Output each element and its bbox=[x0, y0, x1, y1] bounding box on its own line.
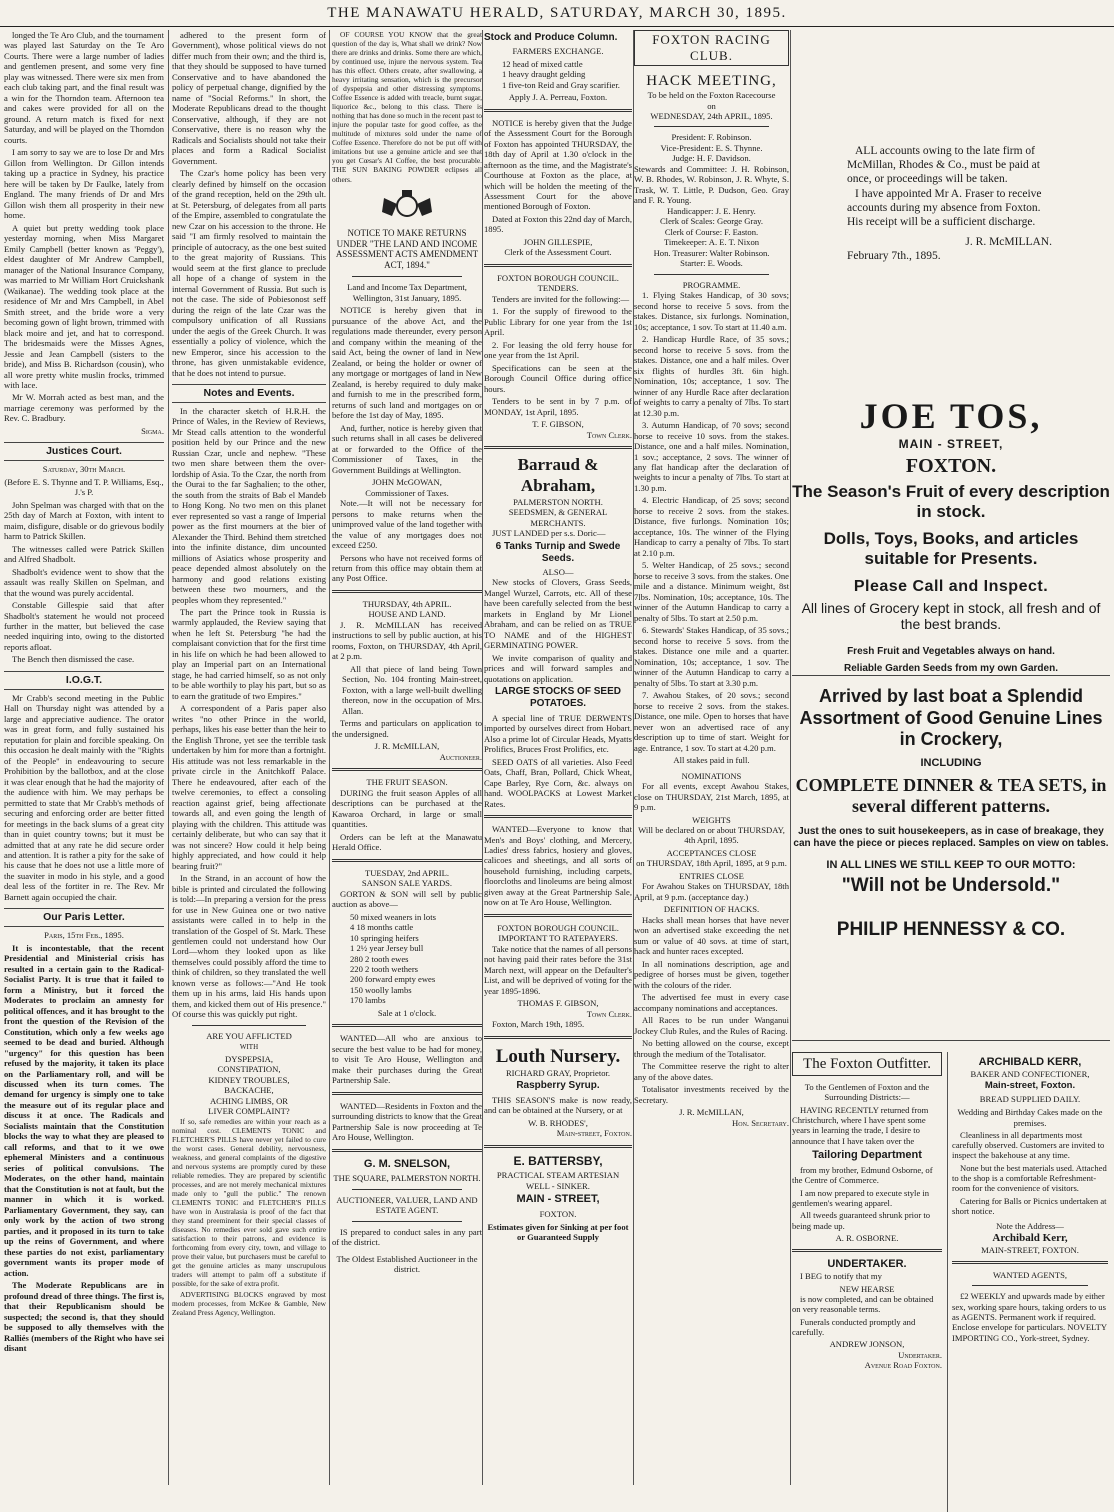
divider bbox=[352, 1189, 462, 1190]
ad-heading: Archibald Kerr, bbox=[992, 1231, 1068, 1244]
ad-heading: The Foxton Outfitter. bbox=[792, 1052, 942, 1076]
ad-signature: Auctioneer. bbox=[439, 751, 482, 762]
programme-item: 7. Awahou Stakes, of 20 sovs.; second horse to receive 2 sovs. from the stakes. Distance, one mile. Open to horses that have never won an advertised race of any description up to time of start. Weight for age. Entrance, 1 sov. To start at 4.20 p.m. bbox=[634, 690, 789, 753]
ad-list-item: KIDNEY TROUBLES, bbox=[208, 1074, 290, 1085]
divider bbox=[484, 1145, 632, 1148]
ad-subheading: WEIGHTS bbox=[692, 814, 731, 825]
ad-list-item: BACKACHE, bbox=[224, 1085, 274, 1096]
notice-note: Note.—It will not be necessary for persons to make returns when the unimproved value of the land together with the value of any mortgages does not exceed £250. bbox=[332, 498, 482, 551]
article-paragraph: The witnesses called were Patrick Skillen and Alfred Shadbolt. bbox=[4, 543, 164, 565]
dateline: Saturday, 30th March. bbox=[42, 464, 126, 475]
ad-heading: G. M. SNELSON, bbox=[363, 1157, 451, 1170]
officials-item: Hon. Treasurer: Walter Robinson. bbox=[653, 247, 770, 258]
ad-body: All tweeds guaranteed shrunk prior to being made up. bbox=[792, 1210, 931, 1231]
ad-address: PALMERSTON NORTH. bbox=[513, 496, 603, 507]
ad-body: 1. For the supply of firewood to the Public Library for one year from the 1st April. bbox=[484, 306, 632, 338]
hennessy-ad bbox=[792, 675, 1110, 941]
ad-body: All Races to be run under Wanganui Jockey Club Rules, and the Rules of Racing. bbox=[634, 1015, 789, 1036]
divider bbox=[484, 914, 632, 917]
column-rule bbox=[947, 1052, 948, 1512]
ad-body: We invite comparison of quality and prices and will forward samples and quotations on application. bbox=[484, 652, 632, 684]
ad-body: WANTED—Everyone to know that Men's and Boys' clothing, and Mercery, Ladies' dress fabrics, hosiery and gloves, calicoes and sheetings, and all sorts of household furnishing, including carpets, floorcloths and linoleums are being almost given away at the Great Partnership Sale, now on at Te Aro House, Wellington. bbox=[484, 824, 632, 908]
ad-body: Dated at Foxton this 22nd day of March, 1895. bbox=[484, 213, 632, 235]
ad-body: IS prepared to conduct sales in any part of the district. bbox=[332, 1226, 482, 1248]
article-paragraph: The part the Prince took in Russia is warmly applauded, the Review saying that when he left St. Petersburg "he had the complaisant conviction that for the first time in his life on which he had been allowed to play an Imperial part on an International stage, he had carried himself, so as not only to be able worthily to play his part, but so as to earn the gratitude of two Empires." bbox=[172, 606, 326, 701]
officials-item: Handicapper: J. E. Henry. bbox=[667, 205, 756, 216]
ad-heading: JOE TOS, bbox=[859, 396, 1043, 436]
ad-body: New stocks of Clovers, Grass Seeds, Mangel Wurzel, Carrots, etc. All of these have been carefully selected from the best markets in England by Mr Lionel Abraham, and can be relied on as TRUE TO NAME and of the HIGHEST GERMINATING POWER. bbox=[484, 577, 632, 651]
ad-body: Take notice that the names of all persons not having paid their rates before the 31st March next, will appear on the Defaulter's List, and will be deprived of voting for the year 1895-1896. bbox=[484, 943, 632, 996]
column-5 bbox=[634, 30, 789, 1485]
ad-body: Wedding and Birthday Cakes made on the premises. bbox=[957, 1107, 1103, 1128]
ad-heading: Barraud & Abraham, bbox=[517, 455, 599, 495]
ad-body: Reliable Garden Seeds from my own Garden. bbox=[844, 663, 1058, 675]
ad-subheading: WITH bbox=[239, 1043, 259, 1052]
joe-tos-ad bbox=[792, 395, 1110, 674]
ad-subheading: ACCEPTANCES CLOSE bbox=[666, 847, 757, 858]
list-item: 220 2 tooth wethers bbox=[350, 963, 419, 974]
list-item: 200 forward empty ewes bbox=[350, 974, 436, 985]
article-signature: Sigma. bbox=[141, 425, 164, 436]
ad-body: on bbox=[707, 100, 716, 111]
ad-body: Orders can be left at the Manawatu Herald Office. bbox=[332, 831, 482, 853]
article-paragraph: Mr Crabb's second meeting in the Public Hall on Thursday night was attended by a large and appreciative audience. The orator was in great form, and fully sustained his reputation for plain and forcible speaking. On this occasion he dealt mainly with the "Rights of the People" in endeavouring to secure Prohibition by the ballotbox, and at the close it was clear enough that he had the majority of the audience with him. We may perhaps be permitted to state that Mr Crabb's methods of securing and enforcing order are better fitted for meetings in the back slums of a great city than in quiet country towns; but it must be admitted that at any rate he did secure order and attention. It is rather a pity for the sake of his cause that he does not use a little more of the suaviter in modo in his style, and a good deal less of the fortiter in re. The Rev. Mr Barnett again occupied the chair. bbox=[4, 692, 164, 902]
ad-highlight: NEW HEARSE bbox=[839, 1283, 895, 1294]
article-paragraph: Constable Gillespie said that after Shadbolt's statement he would not proceed further in the matter, but believed the case needed inquiring into, owing to the distorted reports afloat. bbox=[4, 600, 164, 652]
ad-body: Note the Address— bbox=[996, 1221, 1064, 1232]
officials-item: Starter: E. Woods. bbox=[680, 258, 743, 269]
ad-body: Terms and particulars on application to the undersigned. bbox=[332, 718, 482, 739]
officials-item: President: F. Robinson. bbox=[671, 132, 752, 143]
ad-body: I BEG to notify that my bbox=[800, 1271, 882, 1282]
outfitter-ad bbox=[792, 1052, 942, 1370]
notice-title: NOTICE TO MAKE RETURNS UNDER "THE LAND AND INCOME ASSESSMENT ACTS AMENDMENT ACT, 1894." bbox=[335, 227, 479, 271]
officials-item: Clerk of Scales: George Gray. bbox=[659, 216, 764, 227]
officials-item: Timekeeper: A. E. T. Nixon bbox=[663, 237, 760, 248]
divider bbox=[484, 446, 632, 449]
ad-body: No betting allowed on the course, except through the medium of the Totalisator. bbox=[634, 1038, 789, 1059]
list-item: 4 18 months cattle bbox=[350, 922, 414, 933]
programme-item: 1. Flying Stakes Handicap, of 30 sovs; second horse to receive 5 sovs. from the stakes. Distance, six furlongs. Nomination, 10s; acceptance, 1 sov. To start at 11.40 a.m. bbox=[634, 290, 789, 332]
ad-role: AUCTIONEER, VALUER, LAND AND ESTATE AGENT. bbox=[336, 1194, 478, 1216]
divider bbox=[654, 126, 769, 127]
list-item: 150 woolly lambs bbox=[350, 984, 412, 995]
ad-address: MAIN - STREET, bbox=[898, 437, 1004, 451]
ad-signature: JOHN GILLESPIE, bbox=[523, 236, 593, 247]
ad-body: on THURSDAY, 18th April, 1895, at 9 p.m. bbox=[636, 858, 787, 869]
ad-subheading: DEFINITION OF HACKS. bbox=[663, 904, 760, 915]
column-rule bbox=[790, 30, 791, 1485]
ad-body: None but the best materials used. Attached to the shop is a comfortable Refreshment-room for the convenience of visitors. bbox=[952, 1162, 1107, 1194]
ad-body: Sale at 1 o'clock. bbox=[377, 1007, 437, 1018]
ad-body: SEED OATS of all varieties. Also Feed Oats, Chaff, Bran, Pollard, Chick Wheat, Cape Barley, Rye Corn, &c. always on hand. WOOLPACKS at Lowest Market Rates. bbox=[484, 756, 632, 809]
article-paragraph: It is incontestable, that the recent Presidential and Ministerial crisis has resulted in a certain gain to the Radical-Socialist Party. It is true that it failed to form a Ministry, but it forced the Moderates to proclaim an amnesty for political offences, and it has brought to the front the question of the Revision of the Constitution, which only a few weeks ago seemed to be dead and buried. Although "urgency" for this question has been refused by the majority, it taken its place on the Parliamentary roll, and will be discussed when its turn comes. The demand for urgency is simply one to take the measure out of its regular place and discuss it at once. The Radicals and Socialists maintain that the Constitution blocks the way to what they are pleased to call reforms, and that to it we owe ephemeral Ministers and a continuous series of political convulsions. The Moderates, on the other hand, maintain that the Constitution is not at fault, but the manner in which it is worked. Parliamentary Government, they say, can only work by the action of two strong parties, and it proposed in its turn to take up the reins of Government, and where these parties do not exist, parliamentary government wants its proper mode of action. bbox=[4, 942, 164, 1278]
ad-signature: J. R. McMILLAN, bbox=[679, 1107, 744, 1118]
ad-body: The Committee reserve the right to alter any of the above dates. bbox=[634, 1061, 789, 1082]
article-paragraph: The Bench then dismissed the case. bbox=[12, 654, 135, 665]
ad-signature: THOMAS F. GIBSON, bbox=[517, 998, 599, 1009]
ad-body: Will be declared on or about THURSDAY, 4th April, 1895. bbox=[638, 824, 785, 846]
ad-signature: Town Clerk. bbox=[586, 429, 632, 440]
ad-body: IN ALL LINES WE STILL KEEP TO OUR MOTTO: bbox=[826, 858, 1076, 871]
ad-signature: ANDREW JONSON, bbox=[829, 1339, 905, 1350]
ad-role: SEEDSMEN, & GENERAL MERCHANTS. bbox=[508, 507, 608, 528]
divider bbox=[332, 590, 482, 593]
ad-body: ADVERTISING BLOCKS engraved by most modern processes, from McKee & Gamble, New Zealand Press Agency, Wellington. bbox=[172, 1290, 326, 1318]
ad-highlight: Arrived by last boat a Splendid Assortment of Good Genuine Lines in Crockery, bbox=[799, 686, 1103, 750]
ad-heading: FOXTON RACING CLUB. bbox=[634, 30, 789, 66]
ad-date: TUESDAY, 2nd APRIL. bbox=[364, 867, 450, 878]
ad-body: Totalisator investments received by the Secretary. bbox=[634, 1084, 789, 1105]
programme-item: 6. Stewards' Stakes Handicap, of 35 sovs.; second horse to receive 5 sovs. from the stakes. Distance one mile and a quarter. Nomination, 10s; acceptance, 1 sov. The winner of the Autumn Handicap to carry a penalty of 5lbs. To start at 3.30 p.m. bbox=[634, 625, 789, 688]
ad-body: Catering for Balls or Picnics undertaken at short notice. bbox=[952, 1195, 1107, 1217]
ad-address: Main-street, Foxton. bbox=[984, 1079, 1076, 1091]
ad-body: WANTED—Residents in Foxton and the surrounding districts to know that the Great Partnership Sale is now proceeding at Te Aro House, Wellington. bbox=[332, 1100, 482, 1143]
ad-highlight: BREAD SUPPLIED DAILY. bbox=[979, 1093, 1081, 1104]
divider bbox=[654, 274, 769, 275]
list-item: 1 five-ton Reid and Gray scarifier. bbox=[502, 79, 620, 90]
programme-item: 2. Handicap Hurdle Race, of 35 sovs.; second horse to receive 5 sovs. from the stakes. Distance, one and a half miles. Over six flights of hurdles 3ft. 6in high. Nomination, 10s; acceptance, 1 sov. The winner of any Hurdle Race after declaration of weights to carry a penalty of 7lbs. To start at 12.30 p.m. bbox=[634, 334, 789, 418]
divider bbox=[192, 1025, 306, 1026]
divider bbox=[352, 1221, 462, 1222]
ad-signature: Main-street, Foxton. bbox=[556, 1128, 632, 1139]
ad-heading: THE FRUIT SEASON. bbox=[366, 777, 448, 788]
divider bbox=[332, 859, 482, 862]
list-item: 1 2½ year Jersey bull bbox=[350, 943, 424, 954]
notice-note: Persons who have not received forms of return from this office may obtain them at any Post Office. bbox=[332, 552, 482, 584]
section-heading: Justices Court. bbox=[4, 442, 164, 461]
ad-address: FOXTON. bbox=[539, 1208, 577, 1219]
ad-heading: FOXTON BOROUGH COUNCIL. bbox=[497, 272, 619, 283]
ad-body: is now completed, and can be obtained on very reasonable terms. bbox=[792, 1294, 934, 1315]
column-rule bbox=[168, 30, 169, 1485]
ad-signature: Avenue Road Foxton. bbox=[864, 1359, 942, 1370]
divider bbox=[332, 1149, 482, 1152]
notice-body: And, further, notice is hereby given that such returns shall in all cases be delivered at or forwarded to the Office of the Commissioner of Taxes, in the Government Buildings at Wellington. bbox=[332, 422, 482, 475]
ad-body: DURING the fruit season Apples of all descriptions can be purchased at the Kawaroa Orchard, in large or small quantities. bbox=[332, 787, 482, 830]
ad-address: MAIN-STREET, FOXTON. bbox=[981, 1244, 1079, 1255]
ad-subheading: NOMINATIONS bbox=[681, 770, 742, 781]
ad-signature: A. R. OSBORNE. bbox=[835, 1232, 899, 1243]
divider bbox=[792, 1249, 942, 1252]
ad-body: ALSO— bbox=[542, 566, 574, 577]
ad-body: GORTON & SON will sell by public auction as above— bbox=[332, 888, 482, 910]
list-item: 1 heavy draught gelding bbox=[502, 69, 586, 80]
ad-body: INCLUDING bbox=[920, 756, 982, 769]
ad-body: To be held on the Foxton Racecourse bbox=[647, 90, 776, 101]
divider bbox=[972, 1285, 1088, 1286]
article-paragraph: In the character sketch of H.R.H. the Prince of Wales, in the Review of Reviews, Mr Stead calls attention to the wonderful position held by our Prince and the new Russian Czar, uncle and nephew. "These two men share between them the over-lordship of Asia. To the Czar, the north from the Ourai to the far Saghalien; to the other, the south from the straits of Bab el Mandeb to Hong Kong. No two men on this planet ever represented so vast a range of Imperial power as the first mourners at the bier of Alexander the Third. Behind them stretched into the infinite distance, dim uncounted millions of Asiatics whose prosperity and peace depended almost absolutely on the harmony and good relations existing between these two mourners, and the peoples whom they represented." bbox=[172, 405, 326, 605]
ad-signature: W. B. RHODES', bbox=[528, 1117, 588, 1128]
ad-heading: HOUSE AND LAND. bbox=[368, 609, 446, 620]
stock-list bbox=[350, 912, 482, 1006]
ad-body: Fresh Fruit and Vegetables always on hand. bbox=[847, 646, 1055, 658]
ad-signature: Clerk of the Assessment Court. bbox=[504, 247, 612, 258]
ad-signature: T. F. GIBSON, bbox=[532, 419, 584, 430]
section-heading: Our Paris Letter. bbox=[4, 908, 164, 927]
ad-body: Foxton, March 19th, 1895. bbox=[492, 1019, 585, 1030]
column-rule bbox=[329, 30, 330, 1485]
ad-body: A special line of TRUE DERWENTS imported by ourselves direct from Hobart. Also a prime lot of Circular Heads, Myatts Prolifics, Bruces Frost Prolifics, etc. bbox=[484, 712, 632, 755]
list-item: 50 mixed weaners in lots bbox=[350, 911, 436, 922]
ad-body: JUST LANDED per s.s. Doric— bbox=[492, 528, 606, 539]
ad-highlight: LARGE STOCKS OF SEED POTATOES. bbox=[495, 686, 621, 710]
ad-role: PRACTICAL STEAM ARTESIAN WELL - SINKER. bbox=[496, 1170, 620, 1191]
list-item: 10 springing heifers bbox=[350, 932, 419, 943]
divider bbox=[484, 815, 632, 818]
ad-heading: PHILIP HENNESSY & CO. bbox=[836, 918, 1066, 940]
mcmillan-notice bbox=[847, 145, 1052, 263]
ad-date: February 7th., 1895. bbox=[847, 249, 941, 262]
divider bbox=[332, 768, 482, 771]
divider bbox=[484, 264, 632, 267]
ad-subheading: PROGRAMME. bbox=[682, 279, 741, 290]
ad-date: WEDNESDAY, 24th APRIL, 1895. bbox=[650, 110, 773, 121]
ad-heading: WANTED AGENTS, bbox=[993, 1270, 1067, 1281]
article-paragraph: (Before E. S. Thynne and T. P. Williams, Esq., J.'s P. bbox=[4, 476, 164, 498]
ad-body: I have appointed Mr A. Fraser to receive accounts during my absence from Foxton. His receipt will be a sufficient discharge. bbox=[847, 188, 1042, 228]
ad-signature: Hon. Secretary. bbox=[732, 1117, 789, 1128]
officials-item: Judge: H. F. Davidson. bbox=[672, 153, 751, 164]
programme-item: 4. Electric Handicap, of 25 sovs; second horse to receive 2 sovs. from the stakes. Distance, five furlongs. Nomination 10s; acceptance, 10s. The winner of the Flying Handicap to carry a penalty of 7lbs. To start at 2.10 p.m. bbox=[634, 495, 789, 558]
ad-list-item: ACHING LIMBS, OR bbox=[209, 1095, 289, 1106]
ad-body: All lines of Grocery kept in stock, all fresh and of the best brands. bbox=[801, 600, 1101, 633]
ad-signature: Town Clerk. bbox=[586, 1008, 632, 1019]
ad-body: Hacks shall mean horses that have never won an advertised stake exceeding the net sum or value of 40 sovs. at time of start, hack and hunter races excepted. bbox=[634, 914, 789, 957]
ad-body: £2 WEEKLY and upwards made by either sex, working spare hours, taking orders to us as AGENTS. Permanent work if required. Enclose envelope for particulars. NOVELTY IMPORTING CO., York-street, Sydney. bbox=[952, 1291, 1107, 1343]
stock-list bbox=[502, 59, 632, 90]
ad-body: Tenders are invited for the following:— bbox=[492, 293, 630, 304]
ad-list-item: LIVER COMPLAINT? bbox=[208, 1106, 290, 1117]
ad-body: 2. For leasing the old ferry house for one year from the 1st April. bbox=[484, 339, 632, 361]
article-paragraph: longed the Te Aro Club, and the tournament was played last Saturday on the Te Aro Courts. There were a large number of ladies and gentlemen present, and some very fine play was witnessed. There were six men from each club taking part, and the final result was a win for the Thorndon team. Afternoon tea and cakes were provided for all on the ground. A return match is fixed for next Saturday, and will be played on the Thorndon courts. bbox=[4, 30, 164, 145]
ad-body: Funerals conducted promptly and carefully. bbox=[792, 1316, 916, 1337]
ad-footer: Estimates given for Sinking at per foot or Guaranteed Supply bbox=[487, 1222, 629, 1243]
ad-subheading: ENTRIES CLOSE bbox=[679, 870, 744, 881]
ad-highlight: COMPLETE DINNER & TEA SETS, in several different patterns. bbox=[795, 774, 1107, 817]
ad-subheading: FARMERS EXCHANGE. bbox=[512, 46, 604, 57]
article-paragraph: Shadbolt's evidence went to show that the assault was really Skillen on Spelman, and that the wound was purely accidental. bbox=[4, 566, 164, 598]
list-item: 170 lambs bbox=[350, 995, 386, 1006]
ad-signature: J. R. McMILLAN, bbox=[374, 741, 440, 752]
officials-item: Stewards and Committee: J. H. Robinson, W. B. Rhodes, W. Robinson, J. R. Whyte, S. Trask, W. T. Little, P. Dudson, Geo. Gray and F. R. Young. bbox=[634, 163, 789, 206]
programme-item: 3. Autumn Handicap, of 70 sovs; second horse to receive 10 sovs. from the stakes. Distance, one and a half miles. Nomination, 1 sov.; acceptance, 2 sovs. The winner of any flat handicap after the declaration of weights to incur a penalty of 7lbs. To start at 1.30 p.m. bbox=[634, 420, 789, 493]
ad-body: OF COURSE YOU KNOW that the great question of the day is, What shall we drink? Now there are drinks and drinks. Some there are which, by continued use, injure the nervous system. Tea has this effect. Others create, after swallowing, a heavy irritating sensation, which is the precursor of dyspepsia and other distressing symptoms. Coffee Essence is added with treacle, burnt sugar, liquorice &c., belong to this class. There is nothing that has done so much in the recent past to injure the popular taste for good coffee, as the multitude of mixtures sold under the name of Coffee Essence. Therefore do not be put off with imitations but use a genuine article and see that you get Cœsar's AI Coffee, the best procurable. THE SUN BAKING POWDER eclipses all others. bbox=[332, 30, 482, 184]
article-paragraph: adhered to the present form of Government), whose political views do not differ much from their own; and the third is, that they should be supposed to have turned Conservative and to have abandoned the policy of perpetual change, dignified by the name of "Social Reforms." In short, the Moderate Republicans dread to the thought Conservative, although, if they are not Conservative, there is no reason why the Radicals and Socialists should not take their places and form a Radical Socialist Government. bbox=[172, 30, 326, 166]
notice-signature: JOHN McGOWAN, bbox=[372, 477, 442, 488]
ad-highlight: Please Call and Inspect. bbox=[853, 578, 1049, 596]
column-2 bbox=[172, 30, 326, 1485]
ad-body: For Awahou Stakes on THURSDAY, 18th April, at 9 p.m. (acceptance day.) bbox=[634, 881, 789, 902]
ad-address: THE SQUARE, PALMERSTON NORTH. bbox=[333, 1173, 481, 1184]
ad-body: To the Gentlemen of Foxton and the Surrounding Districts:— bbox=[804, 1082, 930, 1103]
ad-role: BAKER AND CONFECTIONER, bbox=[970, 1069, 1090, 1080]
column-1 bbox=[4, 30, 164, 1485]
notice-body: NOTICE is hereby given that in pursuance of the above Act, and the regulations made thereunder, every person and company within the meaning of the said Act, being the owner of land in New Zealand, or being the holder or owner of any mortgage or mortgages of land in New Zealand, is hereby required to duly make and furnish to me in the prescribed form, returns of such land and mortgages on or before the 1st day of May, 1895. bbox=[332, 305, 482, 421]
ad-body: Cleanliness in all departments most carefully observed. Customers are invited to inspect the bakehouse at any time. bbox=[952, 1129, 1105, 1161]
article-paragraph: Mr W. Morrah acted as best man, and the marriage ceremony was performed by the Rev. C. Bradbury. bbox=[4, 392, 164, 424]
dateline: Paris, 15th Feb., 1895. bbox=[44, 930, 124, 941]
ad-body: ALL accounts owing to the late firm of McMillan, Rhodes & Co., must be paid at once, or proceedings will be taken. bbox=[847, 145, 1040, 185]
kerr-ad bbox=[952, 1052, 1108, 1345]
ad-heading: Stock and Produce Column. bbox=[484, 32, 618, 43]
ad-heading: UNDERTAKER. bbox=[827, 1258, 907, 1271]
ad-address: MAIN - STREET, bbox=[516, 1193, 600, 1206]
ad-highlight: Dolls, Toys, Books, and articles suitable for Presents. bbox=[823, 529, 1079, 568]
ad-body: All that piece of land being Town Section, No. 104 fronting Main-street, Foxton, with a large well-built dwelling thereon, now in the occupation of Mrs. Allan. bbox=[342, 663, 482, 716]
column-4 bbox=[484, 30, 632, 1485]
divider bbox=[332, 1024, 482, 1027]
ad-signature: J. R. McMILLAN. bbox=[965, 235, 1052, 248]
ad-date: THURSDAY, 4th APRIL. bbox=[362, 598, 452, 609]
list-item: 12 head of mixed cattle bbox=[502, 58, 583, 69]
ad-subheading: HACK MEETING, bbox=[646, 72, 777, 89]
ad-body: The advertised fee must in every case accompany nominations and acceptances. bbox=[634, 992, 789, 1013]
ad-highlight: Raspberry Syrup. bbox=[516, 1080, 600, 1092]
ad-body: from my brother, Edmund Osborne, of the Centre of Commerce. bbox=[792, 1165, 933, 1186]
ad-heading: Louth Nursery. bbox=[495, 1045, 621, 1067]
ad-highlight: The Season's Fruit of every description in stock. bbox=[792, 482, 1110, 521]
divider bbox=[332, 1092, 482, 1095]
column-3 bbox=[332, 30, 482, 1485]
ad-list-item: DYSPEPSIA, bbox=[225, 1053, 273, 1064]
ad-body: In all nominations description, age and pedigree of horses must be given, together with the colours of the rider. bbox=[634, 958, 789, 990]
list-item: 280 2 tooth ewes bbox=[350, 953, 409, 964]
officials-item: Clerk of Course: F. Easton. bbox=[664, 226, 759, 237]
ad-body: Just the ones to suit housekeepers, as in case of breakage, they can have the piece or pieces replaced. Samples on view on tables. bbox=[793, 825, 1109, 850]
notice-dept: Land and Income Tax Department, Wellington, 31st January, 1895. bbox=[347, 282, 467, 303]
ad-heading: ARE YOU AFFLICTED bbox=[206, 1030, 292, 1041]
article-paragraph: I am sorry to say we are to lose Dr and Mrs Gillon from Wellington. Dr Gillon intends taking up a practice in Sydney, his practice here will be taken by Dr Faulke, lately from England. The many friends of Dr and Mrs Gillon wish them all prosperity in their new home. bbox=[4, 147, 164, 221]
ad-heading: ARCHIBALD KERR, bbox=[978, 1056, 1082, 1068]
ad-body: WANTED—All who are anxious to secure the best value to be had for money, to visit Te Aro House, Wellington and make their purchases during the Great Partnership Sale. bbox=[332, 1033, 482, 1086]
ad-highlight: "Will not be Undersold." bbox=[841, 874, 1061, 896]
section-heading: Notes and Events. bbox=[172, 384, 326, 403]
ad-body: For all events, except Awahou Stakes, close on THURSDAY, 21st March, 1895, at 9 p.m. bbox=[634, 781, 789, 813]
ad-body: HAVING RECENTLY returned from Christchurch, where I have spent some years in learning the trade, I desire to announce that I have taken over the bbox=[792, 1104, 929, 1146]
ad-subheading: IMPORTANT TO RATEPAYERS. bbox=[498, 933, 618, 944]
ad-signature: Undertaker. bbox=[898, 1349, 942, 1360]
divider bbox=[952, 1261, 1108, 1264]
column-rule bbox=[482, 30, 483, 1485]
ad-body: I am now prepared to execute style in gentlemen's wearing apparel. bbox=[792, 1187, 930, 1208]
article-paragraph: John Spelman was charged with that on the 25th day of March at Foxton, with intent to maim, disfigure, disable or do grievous bodily harm to Patrick Skillen. bbox=[4, 499, 164, 542]
article-paragraph: The Czar's home policy has been very clearly defined by himself on the occasion of the grand reception, held on the 29th ult. at St. Petersburg, of delegates from all parts of the Empire, assembled to congratulate the new Czar on his accession to the throne. He said "I am firmly resolved to maintain the principle of autocracy, as the one best suited to the great majority of Russians. This would seem at the first glance to preclude all hope of a change of system in the internal Government of Russia. But such is not the case. The side of Pobiesonost seff during the reign of the late Czar was the compulsory unification of all Russians under the aegis of the Greek Church. It was essentially a policy of violence, which the new Emperor, since his accession to the throne, has given unmistakable evidence, that he does not intend to pursue. bbox=[172, 168, 326, 378]
divider bbox=[484, 1036, 632, 1039]
ad-body: J. R. McMILLAN has received instructions to sell by public auction, at his rooms, Foxton, on THURSDAY, 4th April, at 2 p.m. bbox=[332, 619, 482, 662]
ad-body: Specifications can be seen at the Borough Council Office during office hours. bbox=[484, 362, 632, 394]
ad-heading: E. BATTERSBY, bbox=[513, 1153, 603, 1168]
divider bbox=[792, 1040, 1110, 1041]
ad-highlight: 6 Tanks Turnip and Swede Seeds. bbox=[495, 540, 621, 564]
masthead: THE MANAWATU HERALD, SATURDAY, MARCH 30, 1895. bbox=[0, 0, 1114, 27]
right-pane bbox=[792, 30, 1110, 1485]
ad-body: Tenders to be sent in by 7 p.m. of MONDAY, 1st April, 1895. bbox=[484, 396, 632, 417]
ad-heading: SANSON SALE YARDS. bbox=[361, 878, 453, 889]
coat-of-arms-icon bbox=[372, 186, 442, 226]
ad-body: Apply J. A. Perreau, Foxton. bbox=[508, 92, 608, 103]
ad-subheading: TENDERS. bbox=[537, 283, 579, 294]
ad-body: All stakes paid in full. bbox=[673, 755, 750, 766]
notice-signature: Commissioner of Taxes. bbox=[365, 487, 449, 498]
divider bbox=[352, 276, 462, 277]
ad-list-item: CONSTIPATION, bbox=[217, 1064, 281, 1075]
divider bbox=[484, 109, 632, 112]
section-heading: I.O.G.T. bbox=[4, 671, 164, 690]
programme-item: 5. Welter Handicap, of 25 sovs.; second horse to receive 3 sovs. from the stakes. One mile and a distance. Minimum weight, 8st 7lbs. Nomination, 10s; acceptance, 10s. The winner of the Autumn Handicap to carry a penalty of 5lbs. To start at 2.50 p.m. bbox=[634, 560, 789, 623]
ad-role: RICHARD GRAY, Proprietor. bbox=[505, 1067, 611, 1078]
ad-heading: FOXTON BOROUGH COUNCIL. bbox=[497, 922, 619, 933]
article-paragraph: In the Strand, in an account of how the bible is printed and circulated the following is told:—In preparing a version for the press for use in New Guinea one or two native assistants were called in to help in the translation of the Gospel of St. Mark. These gentlemen could not understand how Our Lord—whom they looked upon as like themselves could possibly afford the time to think of children, so they translated the well known verse as follows:—"And He took them up in his arms, laid His hands upon them, and kicked them out of His presence." Of course this was quickly put right. bbox=[172, 873, 326, 1020]
ad-body: NOTICE is hereby given that the Judge of the Assessment Court for the Borough of Foxton has appointed THURSDAY, the 18th day of April at 1.30 o'clock in the afternoon as the time, and the Magistrate's Courthouse at Foxton as the place, at which will be holden the meeting of the Assessment Court for the above mentioned Borough of Foxton. bbox=[484, 117, 632, 212]
article-paragraph: A quiet but pretty wedding took place yesterday morning, when Miss Margaret Emily Campbell (better known as 'Peggy'), eldest daughter of Mr Andrew Campbell, manager of the National Insurance Company, was married to Mr William Hort Cruickshank (Waikanae). The wedding took place at the residence of Mr and Mrs Campbell, in Abel Smith street, and the bride wore a very becoming gown of light brown, trimmed with black moire and jet, and hat to correspond. The bridesmaids were the Misses Agnes, Jessie and Jean Campbell (sisters to the bride), and Miss B. Richardson (cousin), who all wore pretty white muslin frocks, trimmed with lace. bbox=[4, 222, 164, 390]
article-paragraph: A correspondent of a Paris paper also writes "no other Prince in the world, perhaps, likes his ease better than the heir to the English Throne, yet see the terrible task undertaken by him for more than a fortnight. His attitude was not less remarkable in the private circle in the Anitchkoff Palace. There he endeavoured, after each of the twelve ceremonies, to effect a consoling reaction against grief, being affectionate towards all, and even going the length of playing with the children. This attitude was certainly deliberate, but who can say that it was not sincere? How could it help being highly appreciated, and how could it help bearing fruit?" bbox=[172, 703, 326, 871]
ad-footer: The Oldest Established Auctioneer in the district. bbox=[336, 1253, 478, 1275]
ad-address: FOXTON. bbox=[905, 455, 997, 477]
officials-item: Vice-President: E. S. Thynne. bbox=[660, 142, 763, 153]
article-paragraph: The Moderate Republicans are in profound dread of three things. The first is, that their Republicanism should be suspected; the second is, that they should be supposed to ally themselves with the Ralliés (members of the Right who have sei disant bbox=[4, 1280, 164, 1354]
ad-highlight: Tailoring Department bbox=[812, 1148, 922, 1161]
ad-body: If so, safe remedies are within your reach as a nominal cost. CLEMENTS TONIC and FLETCHER'S PILLS have never yet failed to cure the worst cases. General debility, nervousness, weakness, and general complaints of the digestive and nervous systems are promptly cured by these reliable remedies. They are prepared by scientific processes, and are not merely mechanical mixtures made only to "gull the public." The renown CLEMENTS TONIC and FLETCHER'S PILLS have won in Australasia is proof of the fact that they stand preeminent for their special classes of diseases. No remedies ever sold gave such entire satisfaction to their patrons, and evidence is forthcoming from every city, town, and village to prove their value, but purchasers must be careful to get the genuine articles as many unscrupulous traders will attempt to palm off a substitute if possible, for the sake of extra profit. bbox=[172, 1116, 326, 1289]
ad-body: THIS SEASON'S make is now ready, and can be obtained at the Nursery, or at bbox=[484, 1094, 632, 1116]
